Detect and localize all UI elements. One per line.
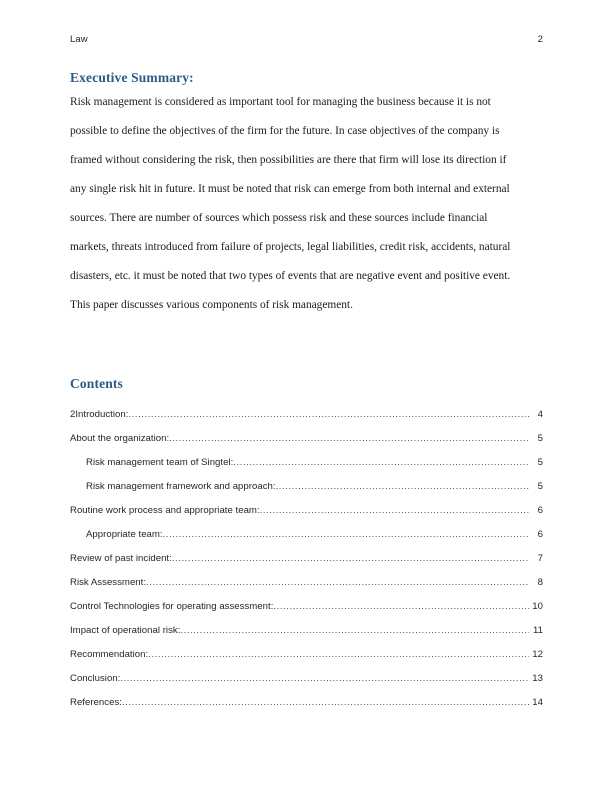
document-label: Law [70,34,88,45]
toc-entry-page-number: 6 [537,529,543,540]
contents-heading: Contents [70,376,123,391]
toc-entry-page-number: 7 [537,553,543,564]
toc-entry-page-number: 11 [533,625,543,636]
toc-entry[interactable] [70,468,543,492]
toc-entry-page-number: 5 [537,481,543,492]
toc-dot-leader [128,409,529,420]
toc-dot-leader [172,553,529,564]
toc-dot-leader [273,601,529,612]
table-of-contents [70,396,543,708]
toc-entry-title: Routine work process and appropriate team: [70,505,260,516]
toc-entry-page-number: 5 [537,433,543,444]
paragraph-line: any single risk hit in future. It must be noted that risk can emerge from both internal and external [70,183,510,195]
page-number: 2 [537,34,543,45]
paragraph-line: framed without considering the risk, then possibilities are there that firm will lose its direction if [70,154,507,166]
paragraph-line: sources. There are number of sources which possess risk and these sources include financial [70,212,488,224]
toc-dot-leader [163,529,529,540]
toc-entry-title: References: [70,697,122,708]
toc-entry[interactable] [70,660,543,684]
toc-dot-leader [122,697,529,708]
toc-entry-title: Appropriate team: [86,529,163,540]
toc-entry-title: Conclusion: [70,673,121,684]
toc-entry-page-number: 5 [537,457,543,468]
paragraph-line: possible to define the objectives of the firm for the future. In case objectives of the company is [70,125,500,137]
toc-dot-leader [148,649,529,660]
toc-entry[interactable] [70,636,543,660]
toc-dot-leader [260,505,529,516]
toc-entry-page-number: 4 [537,409,543,420]
toc-entry-page-number: 14 [532,697,543,708]
toc-entry-title: Risk management team of Singtel: [86,457,234,468]
toc-entry-title: Risk management framework and approach: [86,481,276,492]
paragraph-line: This paper discusses various components of risk management. [70,299,353,311]
toc-entry-title: Review of past incident: [70,553,172,564]
toc-entry[interactable] [70,564,543,588]
toc-dot-leader [169,433,529,444]
toc-entry[interactable] [70,396,543,420]
toc-entry-title: About the organization: [70,433,170,444]
toc-entry-title: Risk Assessment: [70,577,147,588]
toc-dot-leader [233,457,529,468]
paragraph-line: disasters, etc. it must be noted that two types of events that are negative event and positive event. [70,270,511,282]
toc-entry[interactable] [70,684,543,708]
toc-entry-page-number: 13 [532,673,543,684]
paragraph-line: markets, threats introduced from failure of projects, legal liabilities, credit risk, accidents, natural [70,241,511,253]
toc-dot-leader [146,577,529,588]
running-header [70,34,543,45]
toc-entry-title: Impact of operational risk: [70,625,181,636]
paragraph-line: Risk management is considered as important tool for managing the business because it is not [70,96,491,108]
toc-entry-page-number: 8 [537,577,543,588]
toc-entry-title: 2Introduction: [70,409,129,420]
executive-summary-heading: Executive Summary: [70,70,194,85]
toc-entry-title: Recommendation: [70,649,149,660]
toc-entry-page-number: 6 [537,505,543,516]
toc-entry[interactable] [70,588,543,612]
toc-dot-leader [180,625,529,636]
toc-entry[interactable] [70,540,543,564]
toc-entry[interactable] [70,612,543,636]
toc-entry[interactable] [70,444,543,468]
toc-dot-leader [276,481,529,492]
toc-entry-title: Control Technologies for operating assessment: [70,601,274,612]
toc-entry[interactable] [70,420,543,444]
toc-entry-page-number: 10 [532,601,543,612]
toc-entry[interactable] [70,492,543,516]
toc-dot-leader [120,673,529,684]
toc-entry[interactable] [70,516,543,540]
toc-entry-page-number: 12 [532,649,543,660]
executive-summary-paragraph [70,88,544,320]
